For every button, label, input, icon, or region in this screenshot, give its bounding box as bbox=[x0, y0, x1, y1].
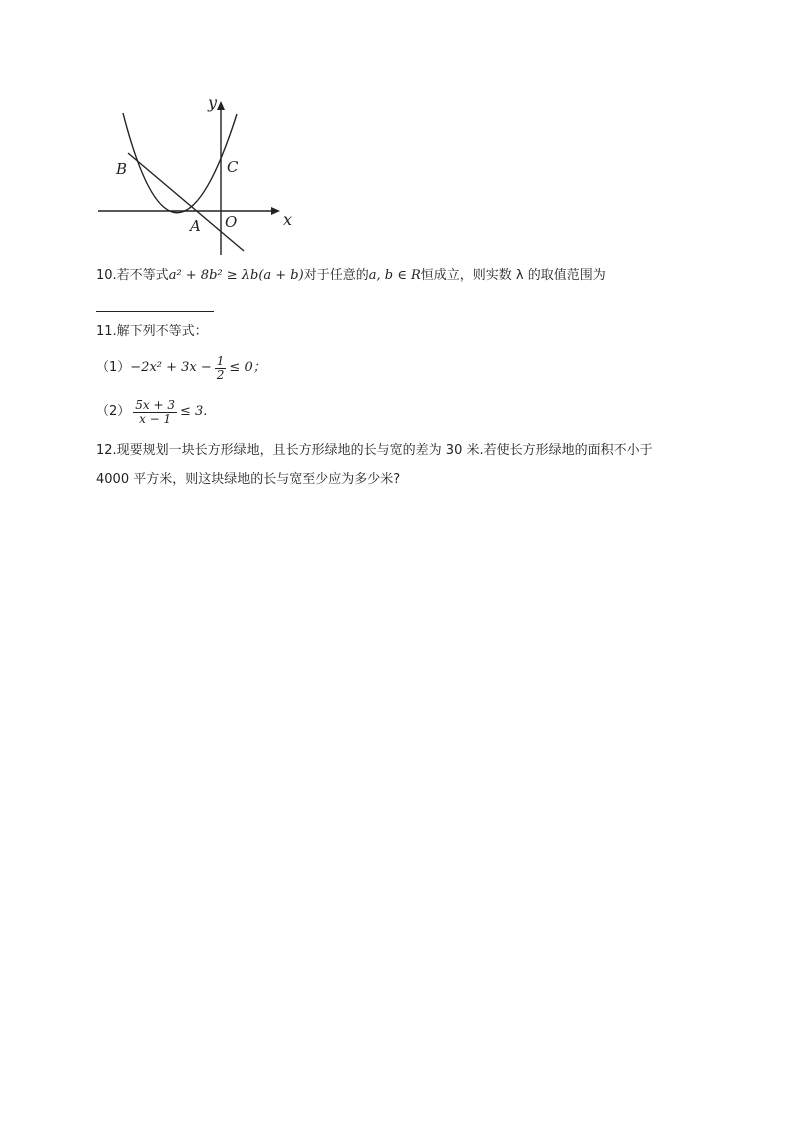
q11-part1-tail: ≤ 0； bbox=[229, 360, 266, 375]
q12-line-2: 4000 平方米，则这块绿地的长与宽至少应为多少米? bbox=[96, 472, 401, 487]
q10-prefix: 10.若不等式 bbox=[96, 268, 169, 283]
point-a-label: A bbox=[190, 217, 201, 235]
q10-suffix: 恒成立，则实数 λ 的取值范围为 bbox=[420, 268, 606, 283]
q12-line-1: 12.现要规划一块长方形绿地，且长方形绿地的长与宽的差为 30 米.若使长方形绿地的面积不小于 bbox=[96, 443, 653, 458]
q10-middle: 对于任意的 bbox=[303, 268, 369, 283]
q11-part1-fraction bbox=[215, 355, 227, 382]
q11-part2-denominator: x − 1 bbox=[139, 411, 172, 426]
q11-title: 11.解下列不等式： bbox=[96, 324, 208, 339]
q11-part2-numerator: 5x + 3 bbox=[135, 397, 176, 412]
q11-part-1 bbox=[96, 352, 266, 384]
q11-part1-expression: −2x² + 3x − bbox=[130, 360, 212, 375]
q10-answer-blank bbox=[96, 311, 214, 312]
q11-part1-denominator: 2 bbox=[216, 367, 225, 382]
q11-part2-tail: ≤ 3. bbox=[180, 404, 208, 419]
q11-part2-label: （2） bbox=[96, 404, 131, 419]
graph-figure bbox=[90, 90, 310, 260]
q11-part1-label: （1） bbox=[96, 360, 131, 375]
question-10 bbox=[96, 268, 606, 284]
x-axis-label: x bbox=[283, 210, 293, 229]
q11-part2-fraction bbox=[133, 399, 177, 426]
q11-part-2 bbox=[96, 396, 207, 428]
q11-part1-numerator: 1 bbox=[216, 353, 225, 368]
point-b-label: B bbox=[116, 160, 128, 178]
x-axis-arrow bbox=[271, 207, 280, 215]
q10-condition: a, b ∈ R bbox=[368, 268, 421, 283]
y-axis-arrow bbox=[217, 101, 225, 110]
point-c-label: C bbox=[227, 158, 239, 176]
q10-inequality: a² + 8b² ≥ λb(a + b) bbox=[168, 268, 304, 283]
y-axis-label: y bbox=[208, 93, 218, 112]
origin-label: O bbox=[225, 213, 238, 231]
